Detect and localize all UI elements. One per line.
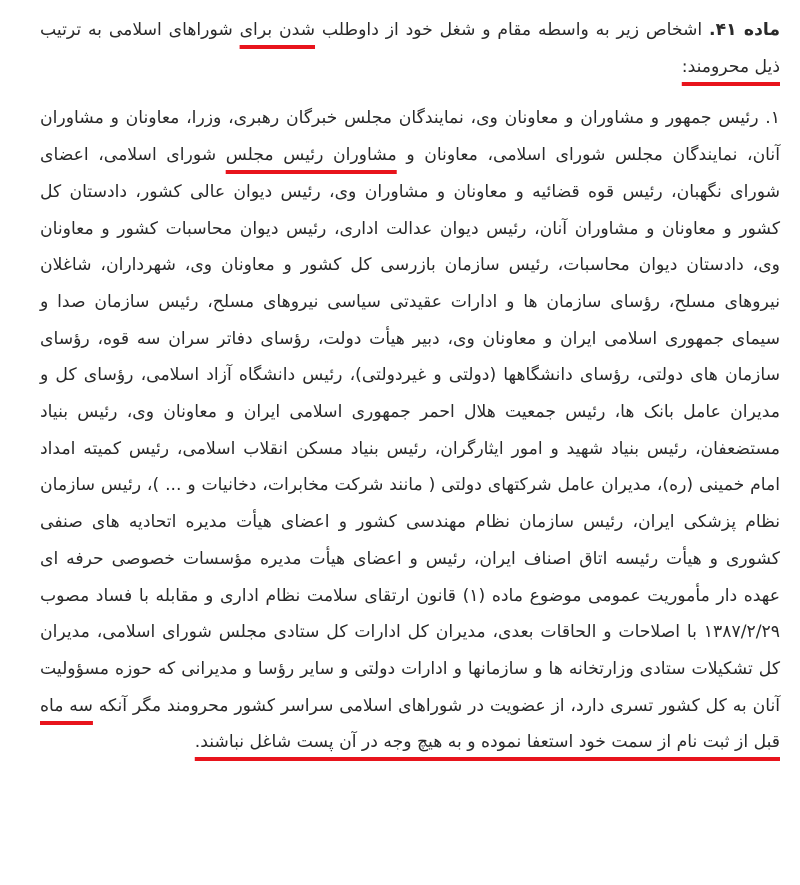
body-underlined-phrase-1: مشاوران رئیس مجلس [225, 145, 397, 166]
article-body-item-1 [40, 100, 780, 761]
document-page [40, 12, 780, 761]
heading-underlined-phrase-2: ذیل محرومند: [681, 56, 780, 77]
item-number: ۱. [765, 108, 780, 129]
body-text-part-3: شورای اسلامی، اعضای شورای نگهبان، رئیس قوه قضائیه و معاونان و مشاوران وی، رئیس دیوان عالی کشور، دادستان کل کشور و معاونان و مشاوران آنان، رئیس دیوان عدالت اداری، رئیس دیوان محاسبات کشور و معاونان وی، دادستان دیوان محاسبات، رئیس سازمان بازرسی کل کشور و معاونان وی، شهرداران، شاغلان نیروهای مسلح، رؤسای سازمان ها و ادارات عقیدتی سیاسی نیروهای مسلح، رئیس سازمان صدا و سیمای جمهوری اسلامی ایران و معاونان وی، دبیر هیأت دولت، رؤسای دفاتر سران سه قوه، رؤسای سازمان های دولتی، رؤسای دانشگاهها (دولتی و غیردولتی)، رئیس دانشگاه آزاد اسلامی، رؤسای کل و مدیران عامل بانک ها، رئیس جمعیت هلال احمر جمهوری اسلامی ایران و معاونان وی، رئیس بنیاد مستضعفان، رئیس بنیاد شهید و امور ایثارگران، رئیس بنیاد مسکن انقلاب اسلامی، رئیس کمیته امداد امام خمینی (ره)، مدیران عامل شرکتهای دولتی ( مانند شرکت مخابرات، دخانیات و ... )، رئیس سازمان نظام پزشکی ایران، رئیس سازمان نظام مهندسی کشور و اعضای هیأت مدیره اتحادیه های صنفی کشوری و هیأت رئیسه اتاق اصناف ایران، رئیس و اعضای هیأت مدیره مؤسسات خصوصی حرفه ای عهده دار مأموریت عمومی موضوع ماده (۱) قانون ارتقای سلامت نظام اداری و مقابله با فساد مصوب ۱۳۸۷/۲/۲۹ با اصلاحات و الحاقات بعدی، مدیران کل ادارات کل ستادی مجلس شورای اسلامی، مدیران کل تشکیلات ستادی وزارتخانه ها و سازمانها و ادارات دولتی و سایر رؤسا و مدیرانی که حوزه مسؤولیت آنان به کل کشور تسری دارد، از عضویت در شوراهای اسلامی سراسر کشور محرومند مگر آنکه [40, 145, 780, 716]
body-underlined-phrase-2: سه ماه قبل از ثبت نام از سمت خود استعفا نموده و به هیچ وجه در آن پست شاغل نباشند. [40, 695, 780, 753]
heading-text-part-1: اشخاص زیر به واسطه مقام و شغل خود از داوطلب [315, 20, 703, 40]
heading-underlined-phrase-1: شدن برای [239, 20, 316, 40]
body-text-part-1: رئیس جمهور و مشاوران و معاونان وی، نمایندگان مجلس خبرگان رهبری، وزرا، معاونان و مشاوران آنان، نمایندگان مجلس شورای اسلامی، معاونان و [40, 108, 780, 166]
article-number: ماده ۴۱. [709, 20, 780, 40]
heading-text-part-3: شوراهای اسلامی به ترتیب [40, 20, 240, 40]
article-heading [40, 12, 780, 85]
